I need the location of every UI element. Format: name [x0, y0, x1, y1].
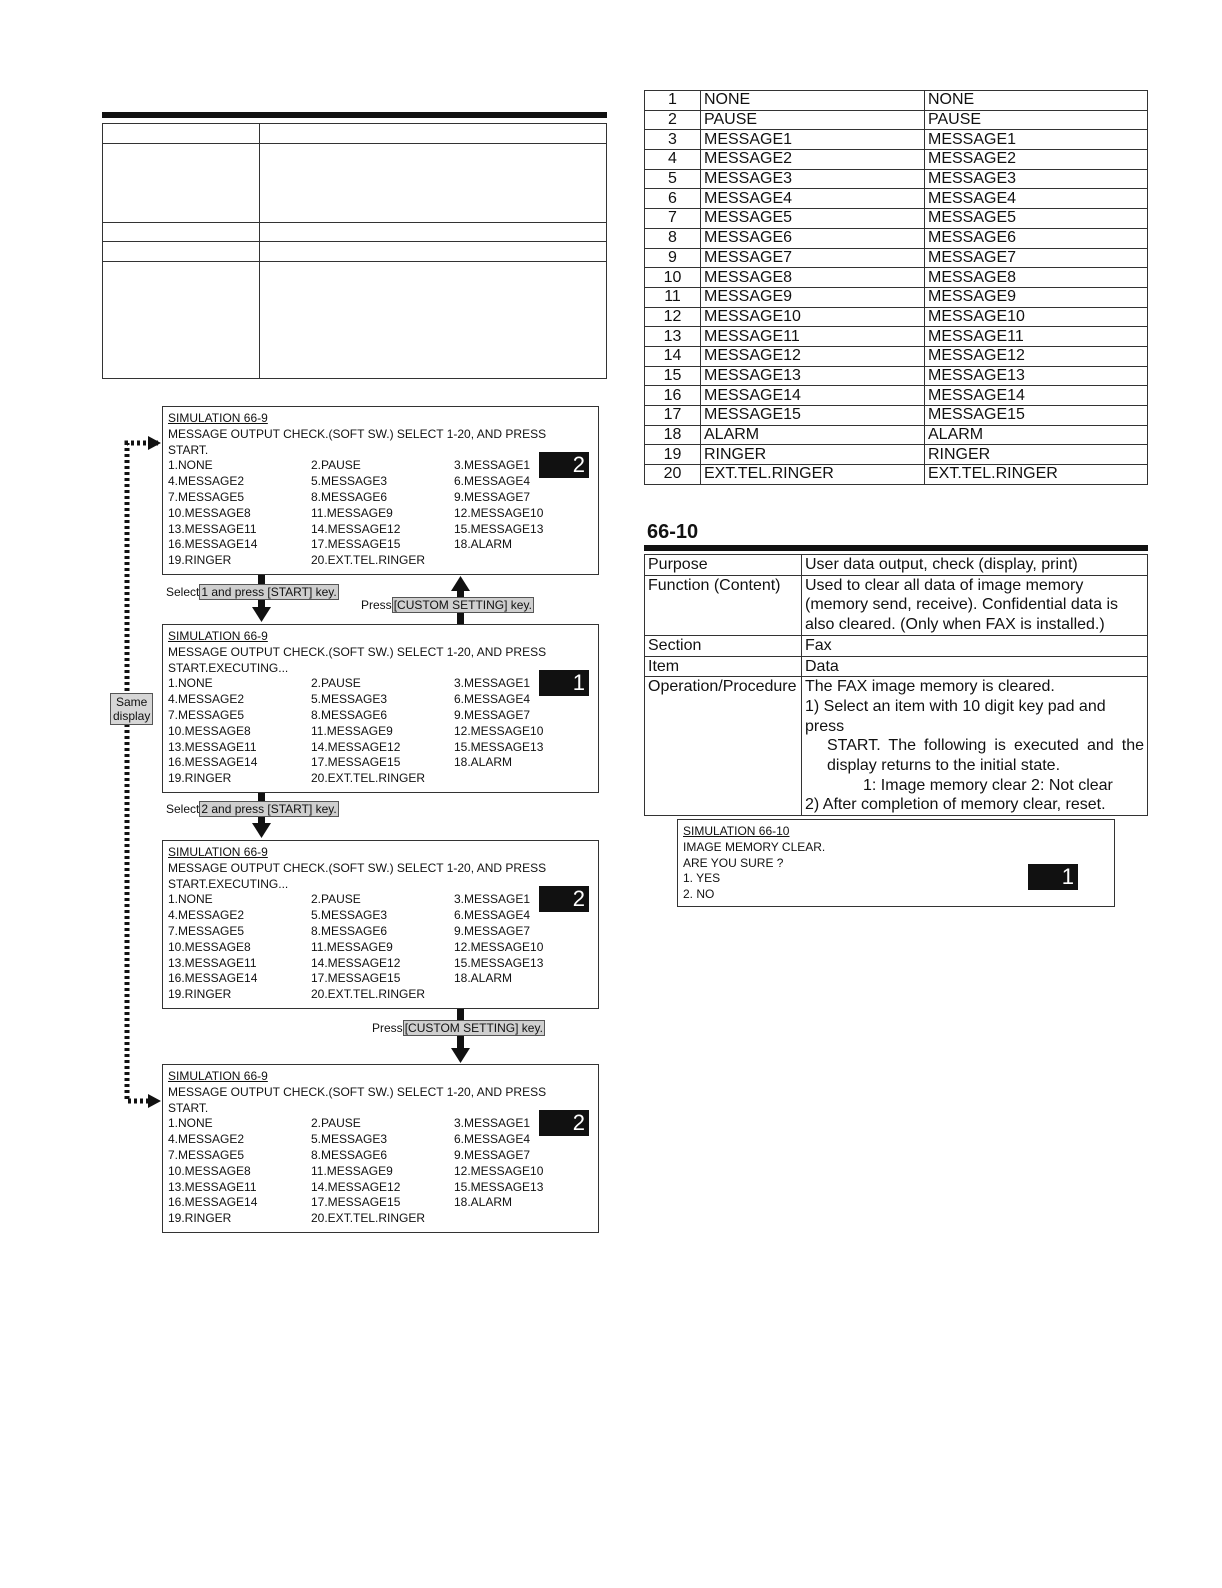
- option: 14.MESSAGE12: [311, 521, 401, 536]
- row-label: Purpose: [645, 555, 802, 576]
- down-arrow-3-head: [451, 1048, 470, 1063]
- option: 9.MESSAGE7: [454, 707, 531, 722]
- message-item: MESSAGE8: [701, 268, 925, 288]
- message-number: 5: [645, 169, 701, 189]
- message-output: RINGER: [925, 445, 1148, 465]
- message-item: MESSAGE1: [701, 130, 925, 150]
- option: 18.ALARM: [454, 971, 513, 986]
- message-number: 3: [645, 130, 701, 150]
- dotted-loop: [127, 443, 158, 1101]
- value-box: 2: [539, 452, 589, 478]
- message-output: MESSAGE8: [925, 268, 1148, 288]
- option: 19.RINGER: [168, 987, 232, 1002]
- message-table: [644, 90, 1148, 485]
- message-number: 16: [645, 386, 701, 406]
- message-item: NONE: [701, 91, 925, 111]
- option: 14.MESSAGE12: [311, 955, 401, 970]
- option: 9.MESSAGE7: [454, 923, 531, 938]
- option: 6.MESSAGE4: [454, 692, 531, 707]
- message-output: MESSAGE5: [925, 209, 1148, 229]
- screen-title: SIMULATION 66-9: [168, 1069, 268, 1083]
- down-arrow-1-head: [252, 607, 271, 622]
- option: 17.MESSAGE15: [311, 971, 401, 986]
- message-row: [645, 287, 1148, 307]
- option: 8.MESSAGE6: [311, 707, 388, 722]
- option: 3.MESSAGE1: [454, 676, 531, 691]
- message-item: ALARM: [701, 425, 925, 445]
- option: 16.MESSAGE14: [168, 537, 258, 552]
- option: 3.MESSAGE1: [454, 1116, 531, 1131]
- option: 7.MESSAGE5: [168, 707, 245, 722]
- message-row: [645, 465, 1148, 485]
- row-label: Section: [645, 635, 802, 656]
- option: 3.MESSAGE1: [454, 892, 531, 907]
- message-item: MESSAGE9: [701, 287, 925, 307]
- row-value: The FAX image memory is cleared. 1) Select an item with 10 digit key pad and press START. The following is executed and the display returns to the initial state. 1: Image memory clear 2: Not clear 2) After completion of memory clear, reset.: [802, 677, 1148, 816]
- option: 19.RINGER: [168, 553, 232, 568]
- message-row: [645, 248, 1148, 268]
- option: 14.MESSAGE12: [311, 1179, 401, 1194]
- option: 12.MESSAGE10: [454, 1163, 544, 1178]
- section-heading: 66-10: [647, 521, 699, 543]
- screen-line: START.EXECUTING...: [168, 660, 289, 675]
- option-no: 2. NO: [683, 887, 715, 902]
- message-item: PAUSE: [701, 110, 925, 130]
- message-row: [645, 425, 1148, 445]
- value-box: 2: [539, 1110, 589, 1136]
- message-row: [645, 327, 1148, 347]
- option: 12.MESSAGE10: [454, 723, 544, 738]
- custom-setting-label-2: Press [CUSTOM SETTING] key.: [372, 1021, 543, 1035]
- option: 8.MESSAGE6: [311, 1147, 388, 1162]
- option: 18.ALARM: [454, 755, 513, 770]
- option: 20.EXT.TEL.RINGER: [311, 553, 426, 568]
- message-row: [645, 386, 1148, 406]
- screen-line: IMAGE MEMORY CLEAR.: [683, 839, 826, 854]
- message-row: [645, 110, 1148, 130]
- option: 5.MESSAGE3: [311, 692, 388, 707]
- option: 10.MESSAGE8: [168, 505, 251, 520]
- screen-line: MESSAGE OUTPUT CHECK.(SOFT SW.) SELECT 1-20, AND PRESS: [168, 860, 547, 875]
- message-output: ALARM: [925, 425, 1148, 445]
- select-2-key: 2 and press [START] key.: [201, 802, 337, 816]
- message-output: MESSAGE15: [925, 406, 1148, 426]
- option: 11.MESSAGE9: [311, 723, 393, 738]
- message-number: 20: [645, 465, 701, 485]
- row-value: Data: [802, 656, 1148, 677]
- message-item: MESSAGE2: [701, 150, 925, 170]
- message-number: 14: [645, 346, 701, 366]
- message-output: MESSAGE14: [925, 386, 1148, 406]
- message-number: 13: [645, 327, 701, 347]
- message-output: MESSAGE11: [925, 327, 1148, 347]
- option: 19.RINGER: [168, 771, 232, 786]
- option: 1.NONE: [168, 892, 213, 907]
- option: 20.EXT.TEL.RINGER: [311, 987, 426, 1002]
- sim-66-10-spec-table: [644, 554, 1148, 816]
- message-number: 19: [645, 445, 701, 465]
- option: 20.EXT.TEL.RINGER: [311, 1211, 426, 1226]
- message-row: [645, 307, 1148, 327]
- option: 4.MESSAGE2: [168, 1132, 245, 1147]
- message-number: 1: [645, 91, 701, 111]
- down-arrow-2-head: [252, 823, 271, 838]
- option: 1.NONE: [168, 1116, 213, 1131]
- row-label: Function (Content): [645, 575, 802, 635]
- option: 19.RINGER: [168, 1211, 232, 1226]
- option: 15.MESSAGE13: [454, 1179, 544, 1194]
- section-rule: [644, 545, 1148, 551]
- message-number: 9: [645, 248, 701, 268]
- screen-title: SIMULATION 66-9: [168, 411, 268, 425]
- option: 6.MESSAGE4: [454, 474, 531, 489]
- message-row: [645, 366, 1148, 386]
- option: 7.MESSAGE5: [168, 1147, 245, 1162]
- message-row: [645, 209, 1148, 229]
- sim-66-9-screen-4: [162, 1064, 599, 1233]
- custom-setting-label-1: Press [CUSTOM SETTING] key.: [361, 598, 532, 612]
- option: 13.MESSAGE11: [168, 955, 257, 970]
- message-number: 2: [645, 110, 701, 130]
- message-number: 15: [645, 366, 701, 386]
- option: 10.MESSAGE8: [168, 1163, 251, 1178]
- option: 6.MESSAGE4: [454, 908, 531, 923]
- message-output: PAUSE: [925, 110, 1148, 130]
- row-value: User data output, check (display, print): [802, 555, 1148, 576]
- option: 12.MESSAGE10: [454, 505, 544, 520]
- message-row: [645, 169, 1148, 189]
- option: 5.MESSAGE3: [311, 1132, 388, 1147]
- screen-title: SIMULATION 66-10: [683, 824, 790, 838]
- options-grid: [168, 1116, 593, 1227]
- option: 14.MESSAGE12: [311, 739, 401, 754]
- screen-line: MESSAGE OUTPUT CHECK.(SOFT SW.) SELECT 1-20, AND PRESS: [168, 426, 547, 441]
- option: 5.MESSAGE3: [311, 474, 388, 489]
- message-output: MESSAGE6: [925, 228, 1148, 248]
- option-yes: 1. YES: [683, 871, 721, 886]
- option: 10.MESSAGE8: [168, 939, 251, 954]
- message-row: [645, 130, 1148, 150]
- message-number: 8: [645, 228, 701, 248]
- screen-line: ARE YOU SURE ?: [683, 855, 784, 870]
- option: 2.PAUSE: [311, 1116, 361, 1131]
- message-output: MESSAGE13: [925, 366, 1148, 386]
- message-item: EXT.TEL.RINGER: [701, 465, 925, 485]
- option: 10.MESSAGE8: [168, 723, 251, 738]
- message-row: [645, 445, 1148, 465]
- message-item: MESSAGE6: [701, 228, 925, 248]
- screen-line: START.: [168, 442, 209, 457]
- message-output: MESSAGE4: [925, 189, 1148, 209]
- select-2-label: Select 2 and press [START] key.: [166, 802, 337, 816]
- option: 8.MESSAGE6: [311, 923, 388, 938]
- option: 11.MESSAGE9: [311, 1163, 393, 1178]
- option: 15.MESSAGE13: [454, 521, 544, 536]
- message-output: MESSAGE3: [925, 169, 1148, 189]
- value-box: 1: [1028, 864, 1078, 890]
- message-output: MESSAGE2: [925, 150, 1148, 170]
- message-output: EXT.TEL.RINGER: [925, 465, 1148, 485]
- row-label: Operation/Procedure: [645, 677, 802, 816]
- option: 17.MESSAGE15: [311, 537, 401, 552]
- sim-66-9-screen-2: [162, 624, 599, 793]
- message-output: MESSAGE12: [925, 346, 1148, 366]
- option: 13.MESSAGE11: [168, 521, 257, 536]
- message-row: [645, 91, 1148, 111]
- option: 15.MESSAGE13: [454, 739, 544, 754]
- custom-setting-key: [CUSTOM SETTING] key.: [404, 1021, 543, 1035]
- option: 13.MESSAGE11: [168, 1179, 257, 1194]
- option: 7.MESSAGE5: [168, 923, 245, 938]
- row-value: Used to clear all data of image memory (memory send, receive). Confidential data is also cleared. (Only when FAX is installed.): [802, 575, 1148, 635]
- message-item: MESSAGE11: [701, 327, 925, 347]
- screen-line: START.: [168, 1100, 209, 1115]
- message-item: MESSAGE3: [701, 169, 925, 189]
- option: 9.MESSAGE7: [454, 489, 531, 504]
- message-number: 11: [645, 287, 701, 307]
- message-number: 7: [645, 209, 701, 229]
- message-item: RINGER: [701, 445, 925, 465]
- message-output: MESSAGE10: [925, 307, 1148, 327]
- up-arrow-head: [451, 576, 470, 591]
- option: 6.MESSAGE4: [454, 1132, 531, 1147]
- option: 18.ALARM: [454, 1195, 513, 1210]
- message-number: 6: [645, 189, 701, 209]
- option: 15.MESSAGE13: [454, 955, 544, 970]
- sim-66-10-screen: [677, 819, 1115, 907]
- message-number: 17: [645, 406, 701, 426]
- option: 13.MESSAGE11: [168, 739, 257, 754]
- message-number: 18: [645, 425, 701, 445]
- message-row: [645, 150, 1148, 170]
- message-output: MESSAGE1: [925, 130, 1148, 150]
- option: 1.NONE: [168, 458, 213, 473]
- row-label: Item: [645, 656, 802, 677]
- message-row: [645, 228, 1148, 248]
- message-item: MESSAGE4: [701, 189, 925, 209]
- option: 17.MESSAGE15: [311, 755, 401, 770]
- message-item: MESSAGE13: [701, 366, 925, 386]
- message-output: NONE: [925, 91, 1148, 111]
- message-item: MESSAGE7: [701, 248, 925, 268]
- option: 2.PAUSE: [311, 676, 361, 691]
- message-row: [645, 189, 1148, 209]
- message-row: [645, 406, 1148, 426]
- loop-arrow-bottom: [148, 1094, 161, 1108]
- options-grid: [168, 676, 593, 787]
- option: 12.MESSAGE10: [454, 939, 544, 954]
- flow-arrows: [0, 0, 620, 1240]
- message-number: 12: [645, 307, 701, 327]
- option: 1.NONE: [168, 676, 213, 691]
- option: 2.PAUSE: [311, 458, 361, 473]
- message-item: MESSAGE12: [701, 346, 925, 366]
- option: 16.MESSAGE14: [168, 1195, 258, 1210]
- option: 4.MESSAGE2: [168, 908, 245, 923]
- message-number: 10: [645, 268, 701, 288]
- option: 2.PAUSE: [311, 892, 361, 907]
- select-1-label: Select 1 and press [START] key.: [166, 585, 337, 599]
- option: 18.ALARM: [454, 537, 513, 552]
- option: 5.MESSAGE3: [311, 908, 388, 923]
- option: 16.MESSAGE14: [168, 755, 258, 770]
- loop-arrow-top: [148, 436, 161, 450]
- value-box: 1: [539, 670, 589, 696]
- options-grid: [168, 892, 593, 1003]
- option: 8.MESSAGE6: [311, 489, 388, 504]
- select-1-key: 1 and press [START] key.: [201, 585, 337, 599]
- custom-setting-key: [CUSTOM SETTING] key.: [393, 598, 532, 612]
- option: 16.MESSAGE14: [168, 971, 258, 986]
- message-item: MESSAGE15: [701, 406, 925, 426]
- option: 11.MESSAGE9: [311, 505, 393, 520]
- message-output: MESSAGE7: [925, 248, 1148, 268]
- option: 7.MESSAGE5: [168, 489, 245, 504]
- option: 9.MESSAGE7: [454, 1147, 531, 1162]
- message-item: MESSAGE5: [701, 209, 925, 229]
- message-row: [645, 268, 1148, 288]
- screen-line: START.EXECUTING...: [168, 876, 289, 891]
- option: 4.MESSAGE2: [168, 692, 245, 707]
- sim-66-9-screen-1: [162, 406, 599, 575]
- options-grid: [168, 458, 593, 569]
- option: 3.MESSAGE1: [454, 458, 531, 473]
- option: 17.MESSAGE15: [311, 1195, 401, 1210]
- message-number: 4: [645, 150, 701, 170]
- message-item: MESSAGE10: [701, 307, 925, 327]
- message-output: MESSAGE9: [925, 287, 1148, 307]
- sim-66-9-screen-3: [162, 840, 599, 1009]
- option: 11.MESSAGE9: [311, 939, 393, 954]
- message-row: [645, 346, 1148, 366]
- value-box: 2: [539, 886, 589, 912]
- row-value: Fax: [802, 635, 1148, 656]
- same-display-label: Same display: [110, 693, 153, 725]
- option: 20.EXT.TEL.RINGER: [311, 771, 426, 786]
- screen-title: SIMULATION 66-9: [168, 845, 268, 859]
- screen-line: MESSAGE OUTPUT CHECK.(SOFT SW.) SELECT 1-20, AND PRESS: [168, 1084, 547, 1099]
- screen-title: SIMULATION 66-9: [168, 629, 268, 643]
- option: 4.MESSAGE2: [168, 474, 245, 489]
- message-item: MESSAGE14: [701, 386, 925, 406]
- screen-line: MESSAGE OUTPUT CHECK.(SOFT SW.) SELECT 1-20, AND PRESS: [168, 644, 547, 659]
